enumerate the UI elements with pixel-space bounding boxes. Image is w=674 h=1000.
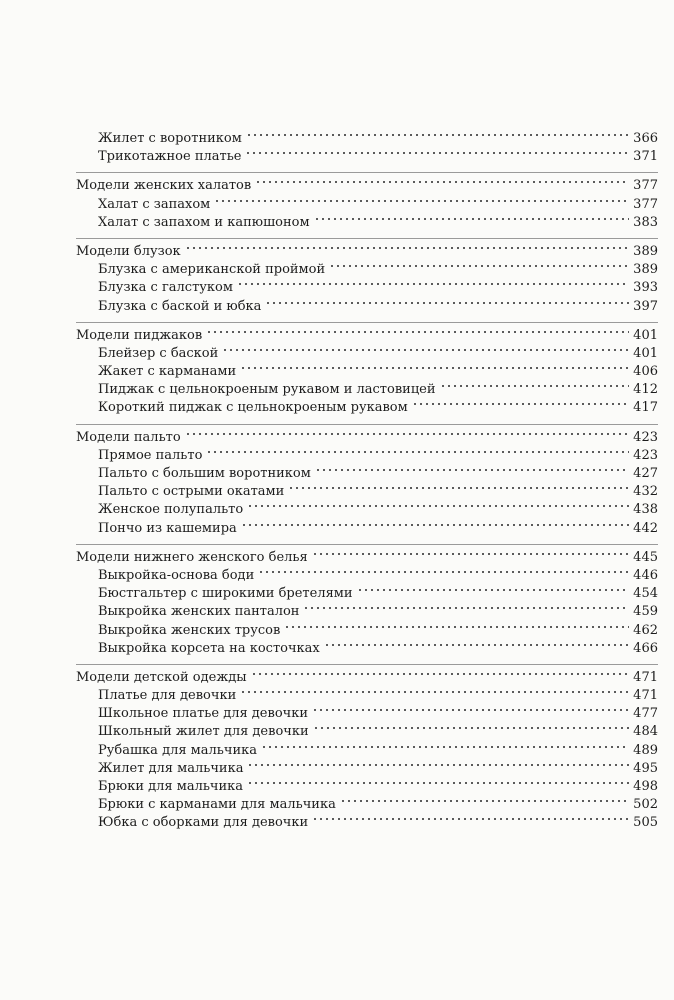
toc-section: [76, 664, 658, 833]
toc-entry[interactable]: [76, 261, 658, 279]
toc-entry[interactable]: [76, 778, 658, 796]
dot-leader: [251, 670, 630, 678]
entry-title: Модели пиджаков: [76, 327, 203, 343]
entry-title: Выкройка женских панталон: [98, 604, 300, 620]
page-number: 471: [633, 669, 658, 685]
dot-leader: [324, 641, 629, 649]
entry-title: Модели нижнего женского белья: [76, 549, 308, 565]
dot-leader: [312, 706, 629, 714]
toc-entry[interactable]: [76, 447, 658, 465]
page-number: 495: [633, 760, 658, 776]
toc-entry[interactable]: [76, 585, 658, 603]
dot-leader: [357, 586, 630, 594]
dot-leader: [245, 149, 629, 157]
toc-entry[interactable]: [76, 567, 658, 585]
toc-section: [76, 172, 658, 232]
entry-title: Выкройка корсета на косточках: [98, 640, 320, 656]
toc-entry[interactable]: [76, 705, 658, 723]
page-number: 454: [633, 586, 658, 602]
entry-title: Пальто с острыми окатами: [98, 484, 285, 500]
page-number: 383: [633, 214, 658, 230]
page-number: 505: [633, 815, 658, 831]
page-number: 442: [633, 520, 658, 536]
dot-leader: [214, 197, 629, 205]
entry-title: Бюстгальтер с широкими бретелями: [98, 586, 353, 602]
page-number: 477: [633, 706, 658, 722]
entry-title: Юбка с оборками для девочки: [98, 815, 309, 831]
page-number: 432: [633, 484, 658, 500]
entry-title: Жакет с карманами: [98, 364, 237, 380]
dot-leader: [340, 797, 629, 805]
entry-title: Выкройка-основа боди: [98, 567, 255, 583]
entry-title: Жилет с воротником: [98, 131, 242, 146]
dot-leader: [206, 328, 629, 336]
page-number: 389: [633, 262, 658, 278]
dot-leader: [329, 262, 629, 270]
toc-section-heading[interactable]: [76, 243, 658, 261]
toc-entry[interactable]: [76, 622, 658, 640]
page-number: 389: [633, 243, 658, 259]
toc-section: [76, 322, 658, 418]
dot-leader: [303, 604, 629, 612]
page-number: 377: [633, 196, 658, 212]
entry-title: Платье для девочки: [98, 688, 237, 704]
entry-title: Прямое пальто: [98, 447, 203, 463]
toc-entry[interactable]: [76, 196, 658, 214]
page-number: 498: [633, 779, 658, 794]
toc-entry[interactable]: [76, 298, 658, 316]
entry-title: Модели пальто: [76, 429, 181, 445]
page-number: 438: [633, 502, 658, 518]
page-number: 502: [633, 797, 658, 813]
toc-entry[interactable]: [76, 723, 658, 741]
toc-entry[interactable]: [76, 214, 658, 232]
dot-leader: [255, 178, 629, 186]
page-number: 377: [633, 178, 658, 194]
toc-entry[interactable]: [76, 520, 658, 538]
toc-entry[interactable]: [76, 148, 658, 166]
page-number: 417: [633, 400, 658, 416]
entry-title: Модели женских халатов: [76, 178, 252, 194]
page-number: 445: [633, 549, 658, 565]
toc-entry[interactable]: [76, 687, 658, 705]
dot-leader: [315, 466, 629, 474]
toc-entry[interactable]: [76, 483, 658, 501]
toc-section-heading[interactable]: [76, 327, 658, 345]
toc-section: [76, 238, 658, 316]
toc-entry[interactable]: [76, 363, 658, 381]
entry-title: Короткий пиджак с цельнокроеным рукавом: [98, 400, 408, 416]
dot-leader: [284, 623, 629, 631]
page-number: 401: [633, 327, 658, 343]
entry-title: Брюки для мальчика: [98, 779, 244, 794]
page-number: 393: [633, 280, 658, 296]
entry-title: Школьное платье для девочки: [98, 706, 309, 722]
entry-title: Пиджак с цельнокроеным рукавом и ластовицей: [98, 382, 436, 398]
page-number: 423: [633, 447, 658, 463]
entry-title: Модели детской одежды: [76, 669, 247, 685]
dot-leader: [247, 502, 629, 510]
page-number: 446: [633, 567, 658, 583]
dot-leader: [240, 688, 629, 696]
toc-entry[interactable]: [76, 742, 658, 760]
entry-title: Школьный жилет для девочки: [98, 724, 309, 740]
toc-entry[interactable]: [76, 381, 658, 399]
entry-title: Халат с запахом: [98, 196, 211, 212]
dot-leader: [312, 815, 629, 823]
toc-entry[interactable]: [76, 345, 658, 363]
page-number: 401: [633, 345, 658, 361]
entry-title: Халат с запахом и капюшоном: [98, 214, 310, 230]
page-number: 459: [633, 604, 658, 620]
entry-title: Выкройка женских трусов: [98, 622, 281, 638]
page-number: 471: [633, 688, 658, 704]
page-number: 412: [633, 382, 658, 398]
toc-entry[interactable]: [76, 501, 658, 519]
page-number: 371: [633, 149, 658, 165]
page-number: 423: [633, 429, 658, 445]
toc-section-heading[interactable]: [76, 177, 658, 195]
toc-entry[interactable]: [76, 465, 658, 483]
toc-section-heading[interactable]: [76, 669, 658, 687]
page-number: 427: [633, 466, 658, 481]
toc-section-heading[interactable]: [76, 549, 658, 567]
entry-title: Блейзер с баской: [98, 345, 219, 361]
toc-section: [76, 130, 658, 166]
dot-leader: [265, 299, 629, 307]
entry-title: Блузка с баской и юбка: [98, 298, 262, 314]
dot-leader: [222, 346, 629, 354]
dot-leader: [185, 430, 630, 438]
dot-leader: [288, 484, 629, 492]
toc-entry[interactable]: [76, 279, 658, 297]
dot-leader: [206, 448, 629, 456]
entry-title: Модели блузок: [76, 243, 181, 259]
dot-leader: [314, 215, 630, 223]
page-number: 406: [633, 364, 658, 380]
toc-section-heading[interactable]: [76, 429, 658, 447]
dot-leader: [240, 364, 629, 372]
toc-section: [76, 544, 658, 658]
entry-title: Пальто с большим воротником: [98, 466, 311, 481]
entry-title: Пончо из кашемира: [98, 520, 237, 536]
entry-title: Трикотажное платье: [98, 149, 242, 165]
dot-leader: [247, 779, 629, 787]
page-number: 462: [633, 622, 658, 638]
dot-leader: [313, 724, 630, 732]
toc-section: [76, 424, 658, 538]
toc-entry[interactable]: [76, 796, 658, 814]
toc-entry[interactable]: [76, 640, 658, 658]
dot-leader: [412, 400, 629, 408]
page-number: 397: [633, 298, 658, 314]
toc-entry[interactable]: [76, 130, 658, 148]
entry-title: Рубашка для мальчика: [98, 742, 257, 758]
entry-title: Брюки с карманами для мальчика: [98, 797, 336, 813]
page-number: 489: [633, 742, 658, 758]
dot-leader: [258, 568, 629, 576]
dot-leader: [185, 244, 630, 252]
entry-title: Блузка с американской проймой: [98, 262, 326, 278]
dot-leader: [312, 550, 629, 558]
entry-title: Женское полупальто: [98, 502, 244, 518]
dot-leader: [246, 131, 629, 139]
page-number: 366: [633, 131, 658, 146]
dot-leader: [261, 743, 629, 751]
dot-leader: [247, 761, 629, 769]
toc-entry[interactable]: [76, 760, 658, 778]
entry-title: Блузка с галстуком: [98, 280, 233, 296]
entry-title: Жилет для мальчика: [98, 760, 244, 776]
table-of-contents: [76, 130, 658, 839]
toc-entry[interactable]: [76, 814, 658, 832]
toc-entry[interactable]: [76, 603, 658, 621]
dot-leader: [237, 280, 629, 288]
toc-entry[interactable]: [76, 399, 658, 417]
page-number: 484: [633, 724, 658, 740]
dot-leader: [241, 521, 629, 529]
dot-leader: [440, 382, 630, 390]
page-number: 466: [633, 640, 658, 656]
